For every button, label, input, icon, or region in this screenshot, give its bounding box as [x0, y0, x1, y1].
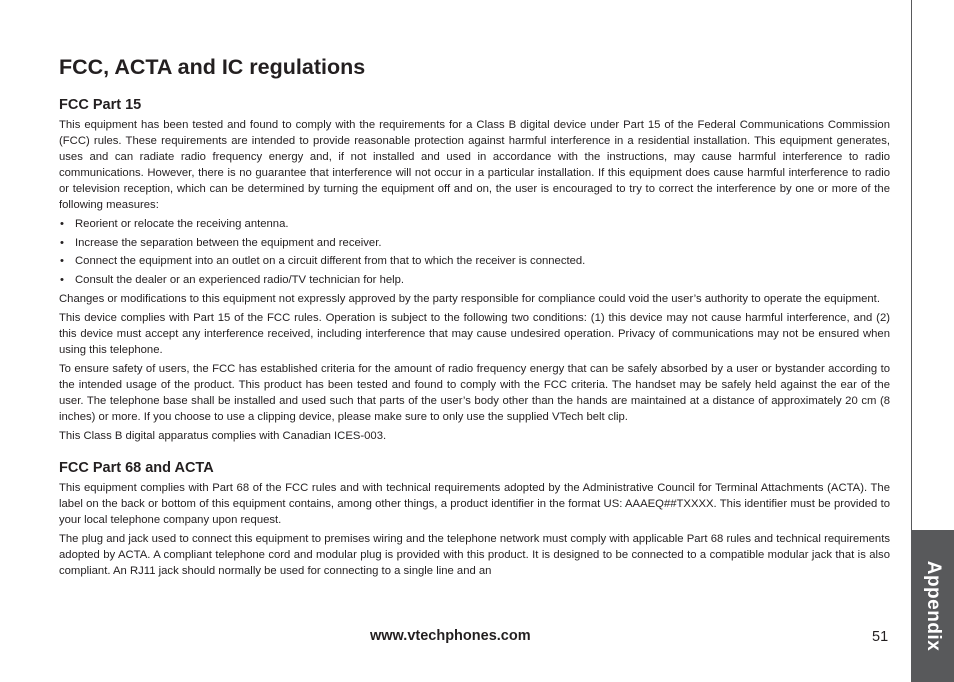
- sidebar: [911, 0, 954, 682]
- list-item: • Reorient or relocate the receiving antenna.: [59, 216, 890, 232]
- page-number: 51: [872, 629, 889, 645]
- measures-list: [59, 216, 890, 288]
- list-item: • Consult the dealer or an experienced radio/TV technician for help.: [59, 272, 890, 288]
- list-item: • Connect the equipment into an outlet on a circuit different from that to which the receiver is connected.: [59, 253, 890, 269]
- class-b-paragraph: This Class B digital apparatus complies with Canadian ICES-003.: [59, 429, 387, 442]
- appendix-tab[interactable]: [911, 530, 954, 682]
- page-title: FCC, ACTA and IC regulations: [59, 55, 366, 79]
- fcc-part-15-heading: FCC Part 15: [59, 97, 142, 113]
- safety-paragraph: To ensure safety of users, the FCC has established criteria for the amount of radio frequency energy that can be safely absorbed by a user or bystander according to the intended usage of the product. This product has been tested and found to comply with the FCC criteria. The handset may be safely held against the ear of the user. The telephone base shall be installed and used such that parts of the user’s body other than the hands are maintained at a distance of approximately 20 cm (8 inches) or more. If you choose to use a clipping device, please make sure to only use the supplied VTech belt clip.: [59, 362, 890, 423]
- list-item: • Increase the separation between the equipment and receiver.: [59, 235, 890, 251]
- footer-url[interactable]: www.vtechphones.com: [370, 628, 531, 644]
- part-68-paragraph-2: The plug and jack used to connect this equipment to premises wiring and the telephone network must comply with applicable Part 68 rules and technical requirements adopted by ACTA. A compliant telephone cord and modular plug is provided with this product. It is designed to be connected to a compatible modular jack that is also compliant. An RJ11 jack should normally be used for connecting to a single line and an: [59, 532, 890, 577]
- fcc-part-68-heading: FCC Part 68 and ACTA: [59, 459, 214, 476]
- fcc-part-15-intro: This equipment has been tested and found to comply with the requirements for a Class B digital device under Part 15 of the Federal Communications Commission (FCC) rules. These requirements are intended to provide reasonable protection against harmful interference in a residential installation. This equipment generates, uses and can radiate radio frequency energy and, if not installed and used in accordance with the instructions, may cause harmful interference to radio communications. However, there is no guarantee that interference will not occur in a particular installation. If this equipment does cause harmful interference to radio or television reception, which can be determined by turning the equipment off and on, the user is encouraged to try to correct the interference by one or more of the following measures:: [59, 119, 890, 211]
- page-content: [59, 54, 890, 582]
- changes-paragraph: Changes or modifications to this equipment not expressly approved by the party responsible for compliance could void the user’s authority to operate the equipment.: [59, 292, 880, 305]
- appendix-tab-label: Appendix: [922, 560, 944, 652]
- sidebar-border: [911, 0, 954, 530]
- complies-paragraph: This device complies with Part 15 of the FCC rules. Operation is subject to the following two conditions: (1) this device may not cause harmful interference, and (2) this device must accept any interference received, including interference that may cause undesired operation. Privacy of communications may not be ensured when using this telephone.: [59, 311, 890, 356]
- part-68-paragraph-1: This equipment complies with Part 68 of the FCC rules and with technical requirements adopted by the Administrative Council for Terminal Attachments (ACTA). The label on the back or bottom of this equipment contains, among other things, a product identifier in the format US: AAAEQ##TXXXX. This identifier must be provided to your local telephone company upon request.: [59, 481, 890, 526]
